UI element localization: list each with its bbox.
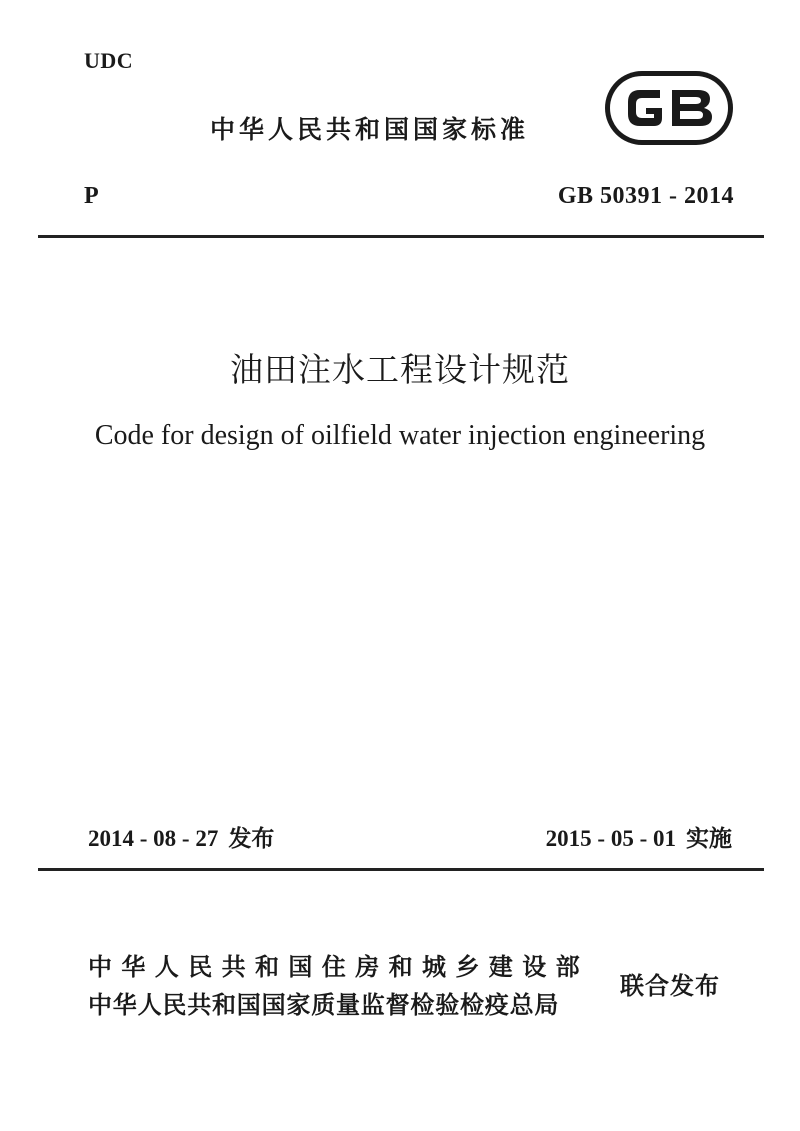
standard-type-title: 中华人民共和国国家标准 <box>210 115 530 144</box>
publisher-ministry-housing: 中华人民共和国住房和城乡建设部 <box>88 953 589 981</box>
udc-label: UDC <box>84 48 134 73</box>
implementation-label: 实施 <box>686 826 732 852</box>
top-divider <box>38 235 764 238</box>
title-english: Code for design of oilfield water injection engineering <box>94 420 706 451</box>
issue-date: 2014 - 08 - 27 <box>88 826 219 851</box>
standard-number: GB 50391 - 2014 <box>557 183 734 209</box>
joint-publish-label: 联合发布 <box>620 972 720 1000</box>
issue-date-block <box>88 820 274 853</box>
category-code: P <box>84 183 99 209</box>
issue-label: 发布 <box>228 826 275 852</box>
implementation-date: 2015 - 05 - 01 <box>545 826 676 851</box>
gb-logo <box>604 70 734 146</box>
publisher-aqsiq: 中华人民共和国国家质量监督检验检疫总局 <box>88 991 560 1019</box>
implementation-date-block <box>546 820 732 853</box>
title-chinese: 油田注水工程设计规范 <box>230 350 570 389</box>
bottom-divider <box>38 868 764 871</box>
